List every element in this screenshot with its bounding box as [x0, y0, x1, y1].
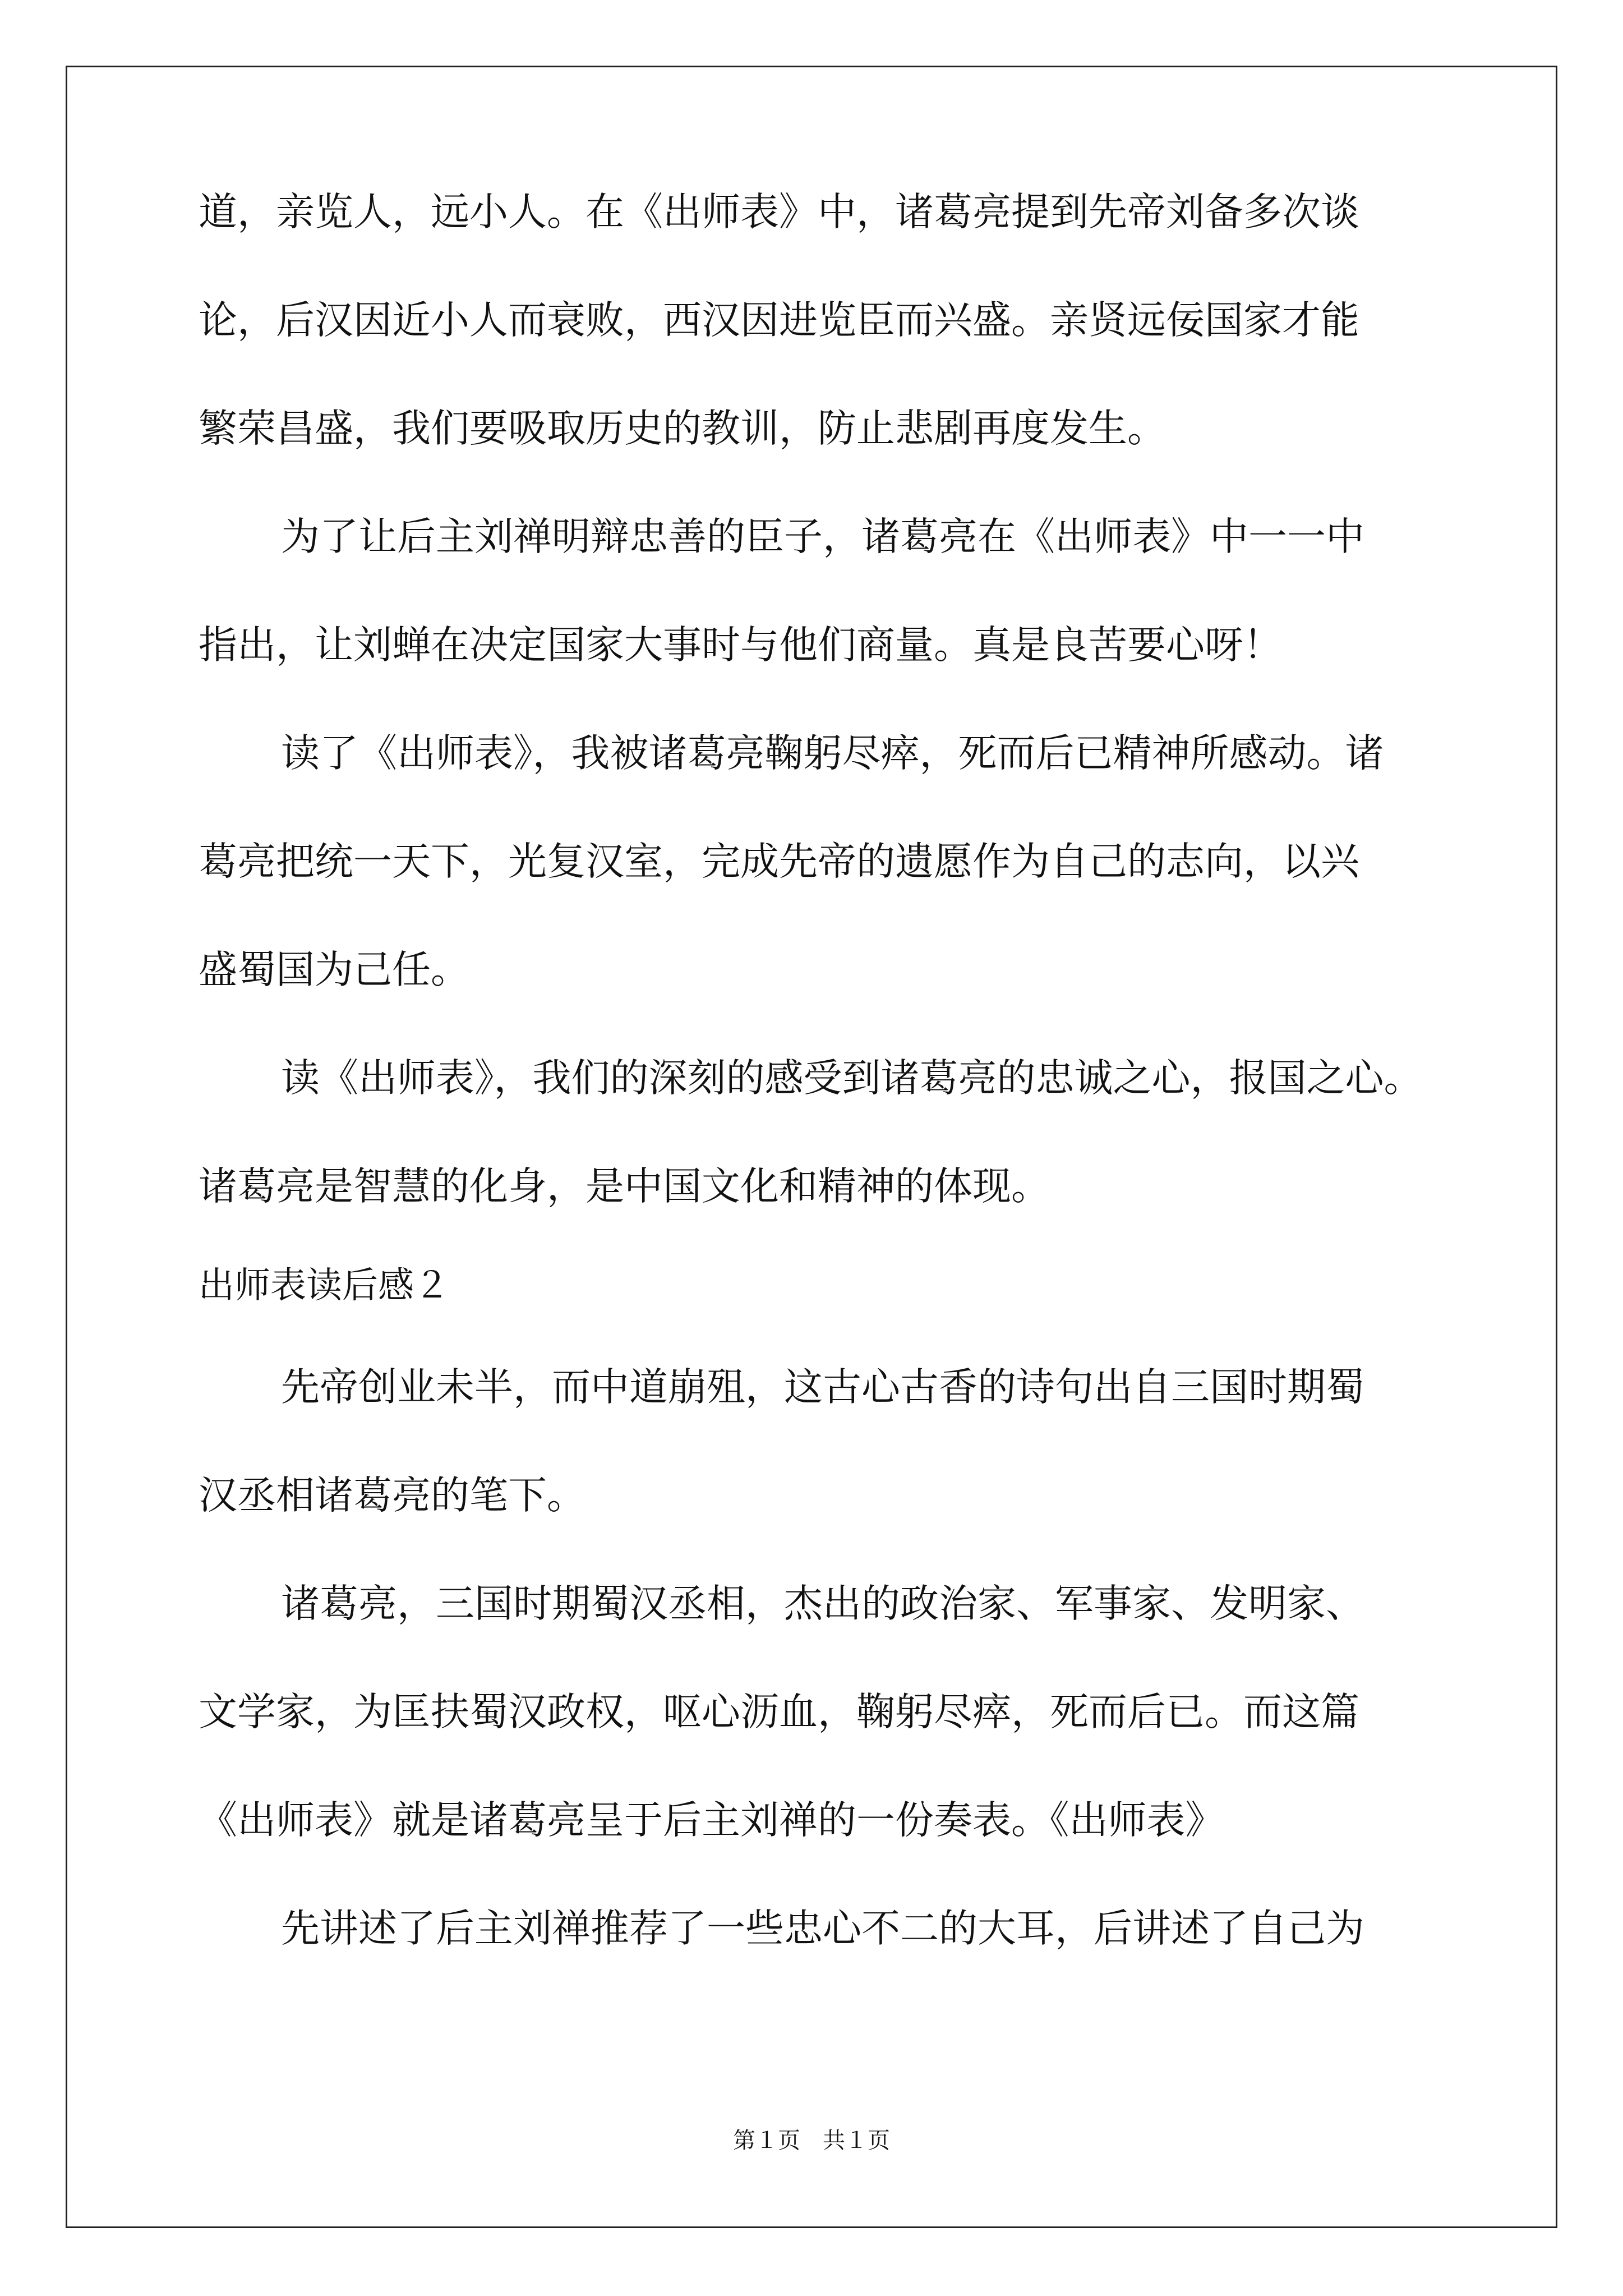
paragraph-start-line: 读了《出师表》，我被诸葛亮鞠躬尽瘁，死而后已精神所感动。诸	[281, 731, 1384, 776]
page-footer: 第１页 共１页	[733, 2128, 890, 2154]
text-line: 道，亲览人，远小人。在《出师表》中，诸葛亮提到先帝刘备多次谈	[199, 190, 1359, 234]
text-line: 诸葛亮是智慧的化身，是中国文化和精神的体现。	[199, 1164, 1050, 1209]
paragraph-start-line: 读《出师表》，我们的深刻的感受到诸葛亮的忠诚之心，报国之心。	[281, 1056, 1423, 1101]
text-line: 指出，让刘蝉在决定国家大事时与他们商量。真是良苦要心呀！	[199, 623, 1282, 668]
paragraph-start-line: 为了让后主刘禅明辩忠善的臣子，诸葛亮在《出师表》中一一中	[281, 514, 1364, 559]
text-line: 葛亮把统一天下，光复汉室，完成先帝的遗愿作为自己的志向，以兴	[199, 839, 1359, 884]
text-line: 论，后汉因近小人而衰败，西汉因进览臣而兴盛。亲贤远佞国家才能	[199, 298, 1359, 343]
text-line: 繁荣昌盛，我们要吸取历史的教训，防止悲剧再度发生。	[199, 406, 1166, 451]
paragraph-start-line: 先讲述了后主刘禅推荐了一些忠心不二的大耳，后讲述了自己为	[281, 1906, 1364, 1951]
paragraph-start-line: 诸葛亮，三国时期蜀汉丞相，杰出的政治家、军事家、发明家、	[281, 1581, 1364, 1626]
text-line: 盛蜀国为己任。	[199, 947, 469, 992]
text-line: 《出师表》就是诸葛亮呈于后主刘禅的一份奏表。《出师表》	[199, 1798, 1224, 1843]
text-line: 文学家，为匡扶蜀汉政权，呕心沥血，鞠躬尽瘁，死而后已。而这篇	[199, 1690, 1359, 1734]
paragraph-start-line: 先帝创业未半，而中道崩殂，这古心古香的诗句出自三国时期蜀	[281, 1365, 1364, 1410]
section-heading: 出师表读后感２	[199, 1265, 450, 1306]
text-line: 汉丞相诸葛亮的笔下。	[199, 1473, 585, 1518]
